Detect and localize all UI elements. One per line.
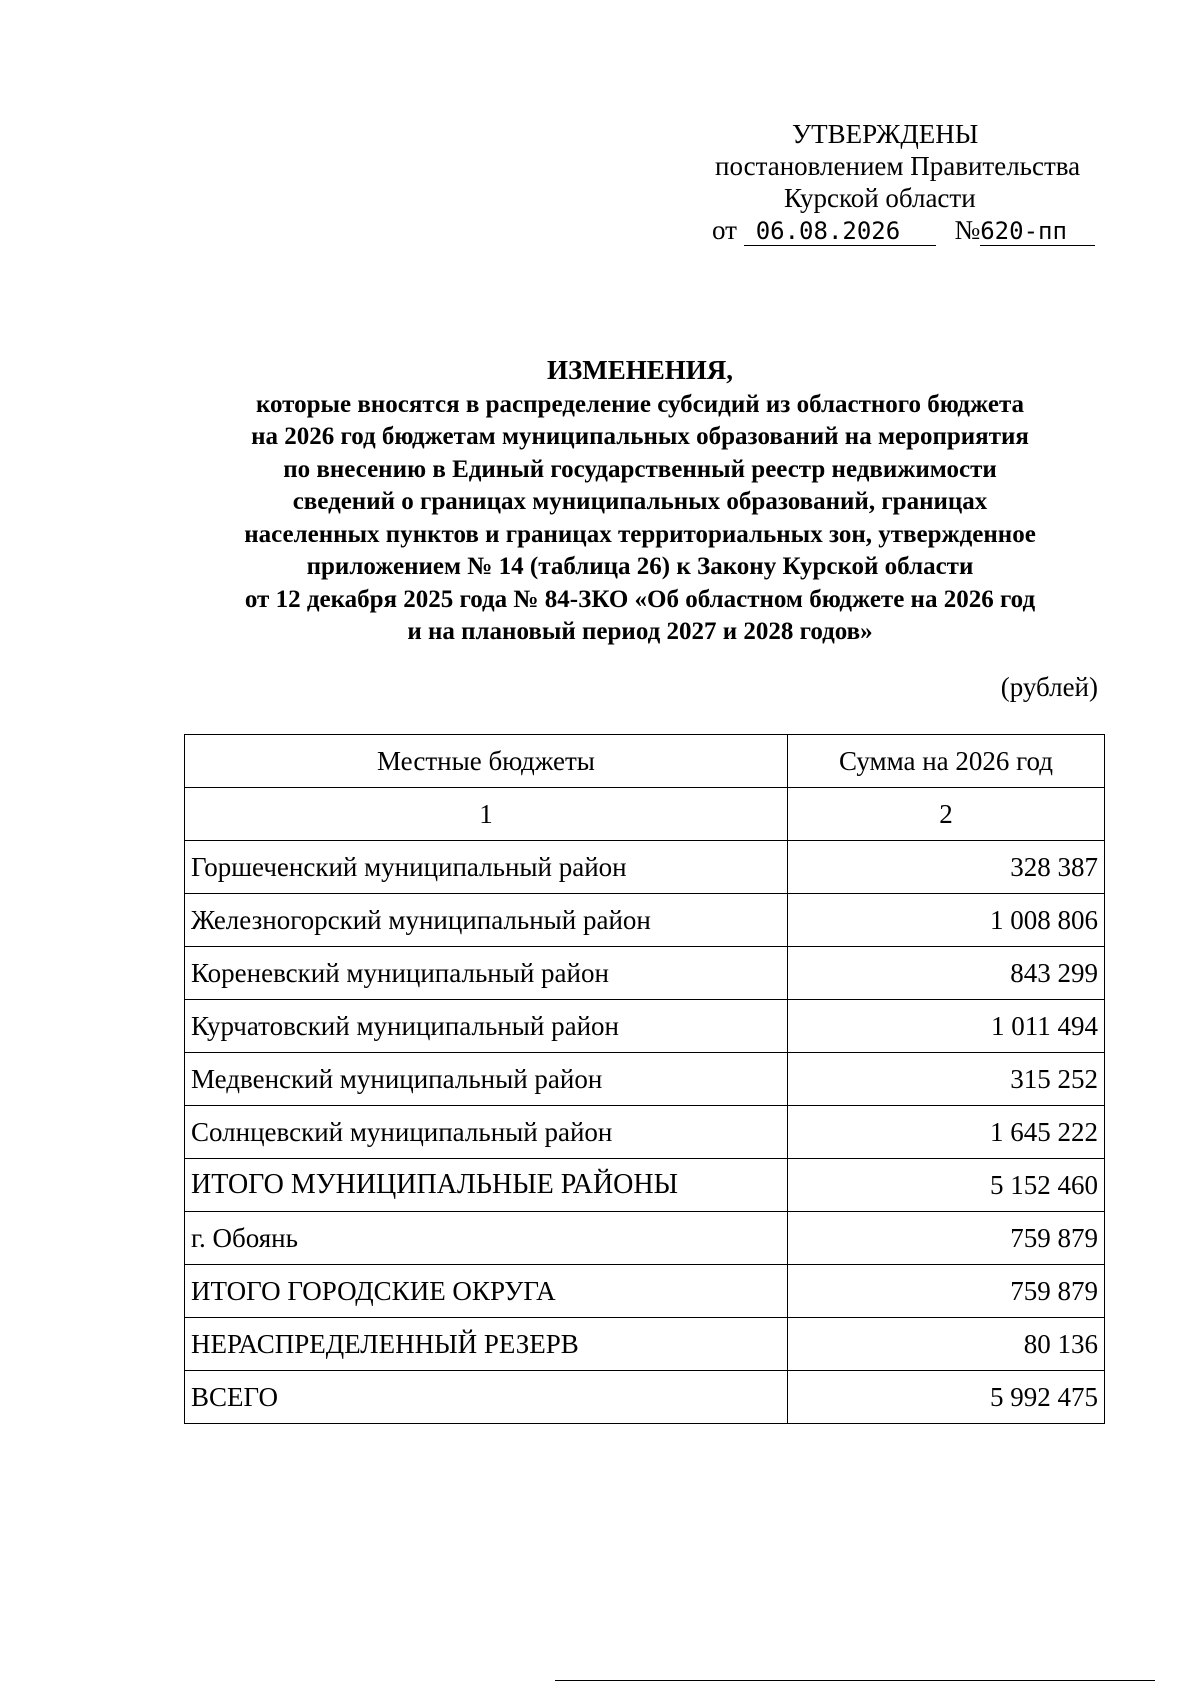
approval-date: 06.08.2026 (744, 217, 936, 246)
budget-amount: 328 387 (788, 841, 1105, 894)
heading-line: населенных пунктов и границах территориальных зон, утвержденное (244, 520, 1036, 548)
budget-name: Железногорский муниципальный район (185, 894, 788, 947)
table-row-subtotal (185, 1159, 1105, 1212)
budget-name: Медвенский муниципальный район (185, 1053, 788, 1106)
approval-block (700, 118, 1110, 246)
budget-name: Курчатовский муниципальный район (185, 1000, 788, 1053)
column-number: 1 (185, 788, 788, 841)
budget-amount: 1 008 806 (788, 894, 1105, 947)
budget-table (184, 734, 1105, 1424)
budget-amount: 315 252 (788, 1053, 1105, 1106)
approval-issuer: постановлением Правительства (715, 151, 1081, 181)
heading-line: на 2026 год бюджетам муниципальных образований на мероприятия (251, 423, 1029, 450)
budget-amount: 1 645 222 (788, 1106, 1105, 1159)
heading-line: и на плановый период 2027 и 2028 годов» (407, 618, 873, 645)
budget-amount: 1 011 494 (788, 1000, 1105, 1053)
budget-amount: 843 299 (788, 947, 1105, 1000)
heading-line: сведений о границах муниципальных образований, границах (292, 488, 988, 515)
number-sign: № (954, 215, 981, 245)
budget-name: НЕРАСПРЕДЕЛЕННЫЙ РЕЗЕРВ (185, 1318, 788, 1371)
approval-date-number (700, 214, 1110, 246)
budget-name: Горшеченский муниципальный район (185, 841, 788, 894)
budget-name: г. Обоянь (185, 1212, 788, 1265)
budget-name: ИТОГО ГОРОДСКИЕ ОКРУГА (185, 1265, 788, 1318)
column-number: 2 (788, 788, 1105, 841)
budget-amount: 5 992 475 (788, 1371, 1105, 1424)
budget-name: Солнцевский муниципальный район (185, 1106, 788, 1159)
heading-line: приложением № 14 (таблица 26) к Закону Курской области (306, 553, 974, 580)
table-row (185, 1053, 1105, 1106)
budget-name: Кореневский муниципальный район (185, 947, 788, 1000)
budget-name: ВСЕГО (185, 1371, 788, 1424)
column-number-row (185, 788, 1105, 841)
table-row (185, 1318, 1105, 1371)
header-local-budgets: Местные бюджеты (185, 735, 788, 788)
approval-title: УТВЕРЖДЕНЫ (792, 119, 979, 149)
table-row (185, 1000, 1105, 1053)
approval-region: Курской области (784, 183, 976, 213)
table-row-subtotal (185, 1265, 1105, 1318)
table-row-total (185, 1371, 1105, 1424)
table-row (185, 894, 1105, 947)
heading-title: ИЗМЕНЕНИЯ, (546, 355, 733, 385)
budget-name: ИТОГО МУНИЦИПАЛЬНЫЕ РАЙОНЫ (185, 1159, 788, 1212)
table-row (185, 1106, 1105, 1159)
document-heading (180, 354, 1100, 649)
heading-line: по внесению в Единый государственный реестр недвижимости (283, 455, 997, 483)
budget-amount: 759 879 (788, 1212, 1105, 1265)
heading-line: от 12 декабря 2025 года № 84-ЗКО «Об областном бюджете на 2026 год (244, 585, 1036, 613)
table-row (185, 1212, 1105, 1265)
units-label: (рублей) (1000, 672, 1098, 702)
date-prefix: от (712, 215, 737, 245)
table-header-row (185, 735, 1105, 788)
budget-amount: 80 136 (788, 1318, 1105, 1371)
table-row (185, 947, 1105, 1000)
approval-number: 620-пп (980, 217, 1095, 246)
heading-line: которые вносятся в распределение субсидий из областного бюджета (255, 390, 1025, 418)
header-amount: Сумма на 2026 год (788, 735, 1105, 788)
budget-amount: 5 152 460 (788, 1159, 1105, 1212)
budget-amount: 759 879 (788, 1265, 1105, 1318)
footer-rule (555, 1680, 1155, 1681)
table-row (185, 841, 1105, 894)
